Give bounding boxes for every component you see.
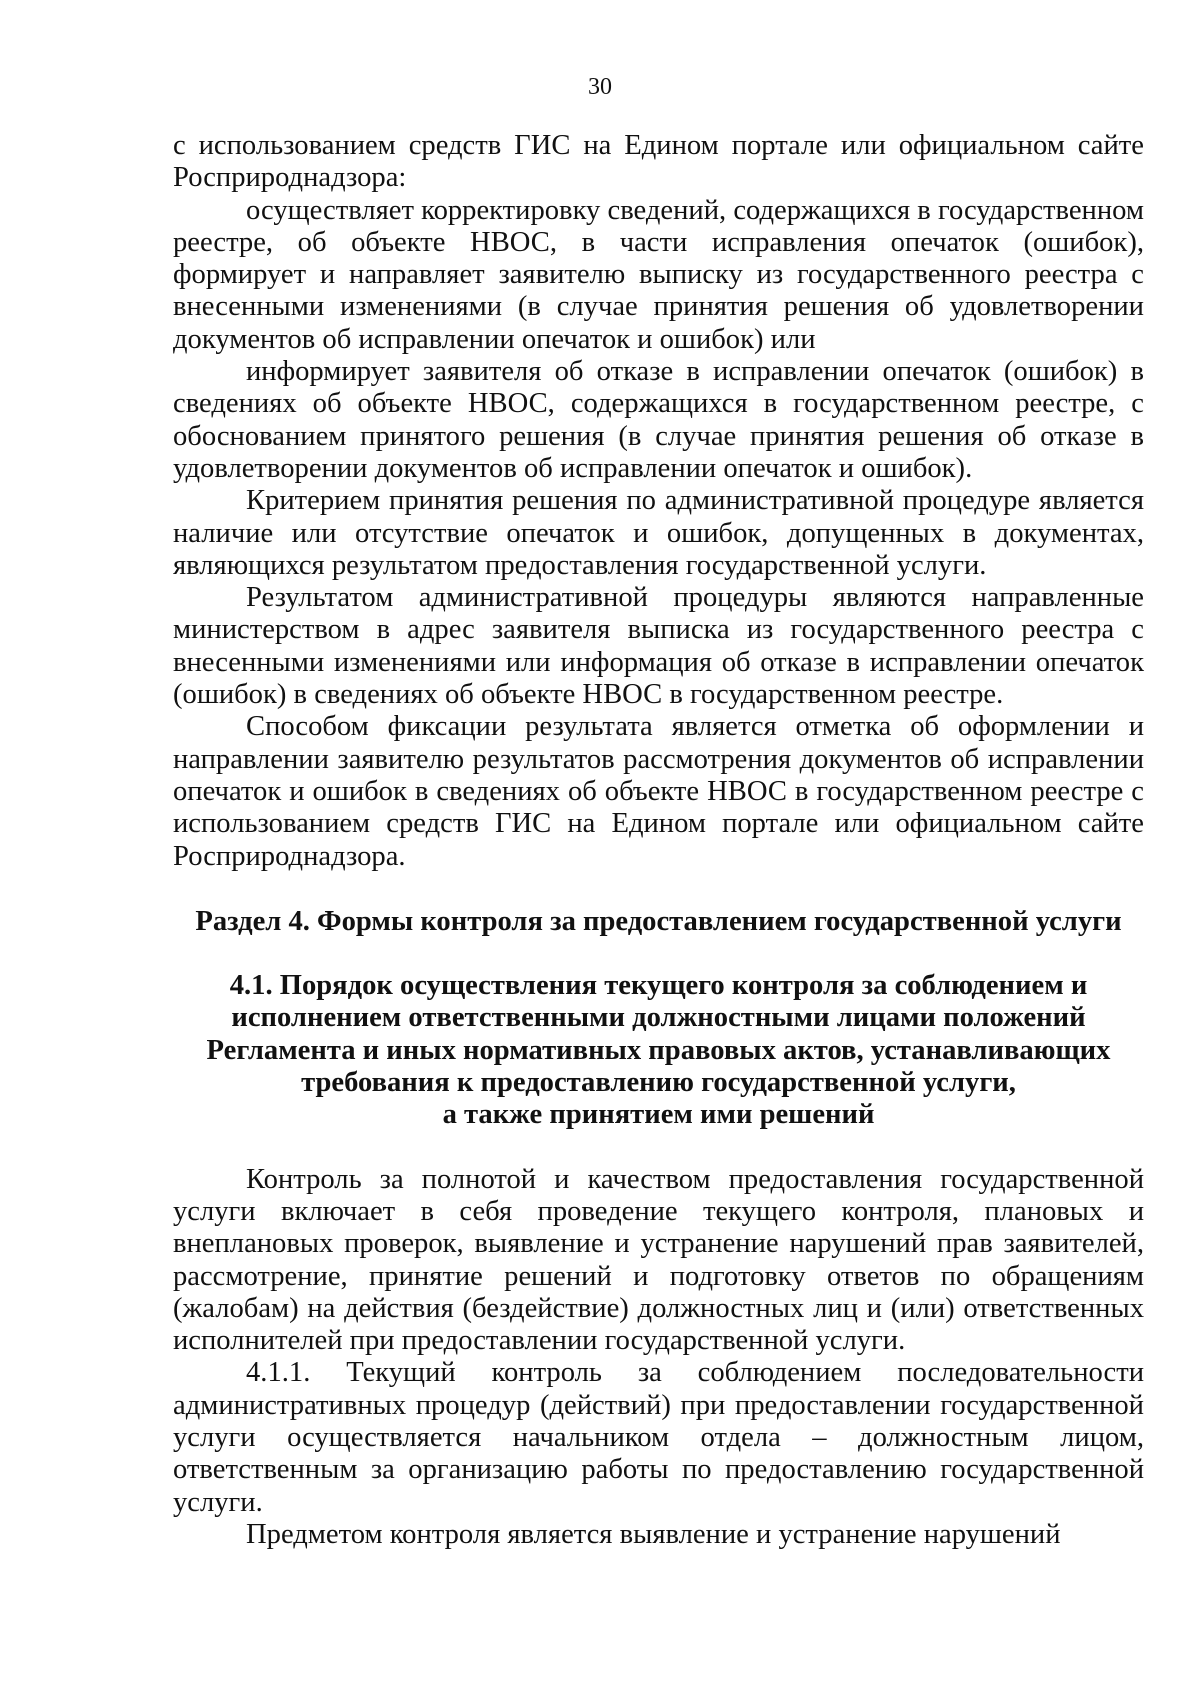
section-heading: Раздел 4. Формы контроля за предоставлением государственной услуги [195,905,1122,937]
subsection-heading-line: требования к предоставлению государственной услуги, [301,1067,1016,1099]
page-number: 30 [588,74,612,100]
subsection-heading-line: исполнением ответственными должностными лицами положений [231,1002,1086,1034]
subsection-heading-line: 4.1. Порядок осуществления текущего контроля за соблюдением и [229,970,1088,1002]
paragraph: Результатом административной процедуры являются направленные министерством в адрес заявителя выписка из государственного реестра с внесенными изменениями или информация об отказе в исправлении опечаток (ошибок) в сведениях об объекте НВОС в государственном реестре. [173,582,1144,711]
paragraph: 4.1.1. Текущий контроль за соблюдением последовательности административных процедур (действий) при предоставлении государственной услуги осуществляется начальником отдела – должностным лицом, ответственным за организацию работы по предоставлению государственной услуги. [173,1357,1144,1518]
paragraph: Способом фиксации результата является отметка об оформлении и направлении заявителю результатов рассмотрения документов об исправлении опечаток и ошибок в сведениях об объекте НВОС в государственном реестре с использованием средств ГИС на Едином портале или официальном сайте Росприроднадзора. [173,711,1144,872]
paragraph: осуществляет корректировку сведений, содержащихся в государственном реестре, об объекте НВОС, в части исправления опечаток (ошибок), формирует и направляет заявителю выписку из государственного реестра с внесенными изменениями (в случае принятия решения об удовлетворении документов об исправлении опечаток и ошибок) или [173,194,1144,355]
paragraph: Контроль за полнотой и качеством предоставления государственной услуги включает в себя проведение текущего контроля, плановых и внеплановых проверок, выявление и устранение нарушений прав заявителей, рассмотрение, принятие решений и подготовку ответов по обращениям (жалобам) на действия (бездействие) должностных лиц и (или) ответственных исполнителей при предоставлении государственной услуги. [173,1163,1144,1357]
paragraph: Критерием принятия решения по административной процедуре является наличие или отсутствие опечаток и ошибок, допущенных в документах, являющихся результатом предоставления государственной услуги. [173,485,1144,581]
paragraph: информирует заявителя об отказе в исправлении опечаток (ошибок) в сведениях об объекте НВОС, содержащихся в государственном реестре, с обоснованием принятого решения (в случае принятия решения об отказе в удовлетворении документов об исправлении опечаток и ошибок). [173,356,1144,484]
document-body [173,130,1144,1551]
subsection-heading [173,970,1144,1131]
paragraph: Предметом контроля является выявление и устранение нарушений [246,1518,1061,1550]
subsection-heading-line: а также принятием ими решений [442,1099,875,1131]
paragraph: с использованием средств ГИС на Едином портале или официальном сайте Росприроднадзора: [173,130,1144,194]
subsection-heading-line: Регламента и иных нормативных правовых актов, устанавливающих [206,1034,1111,1066]
